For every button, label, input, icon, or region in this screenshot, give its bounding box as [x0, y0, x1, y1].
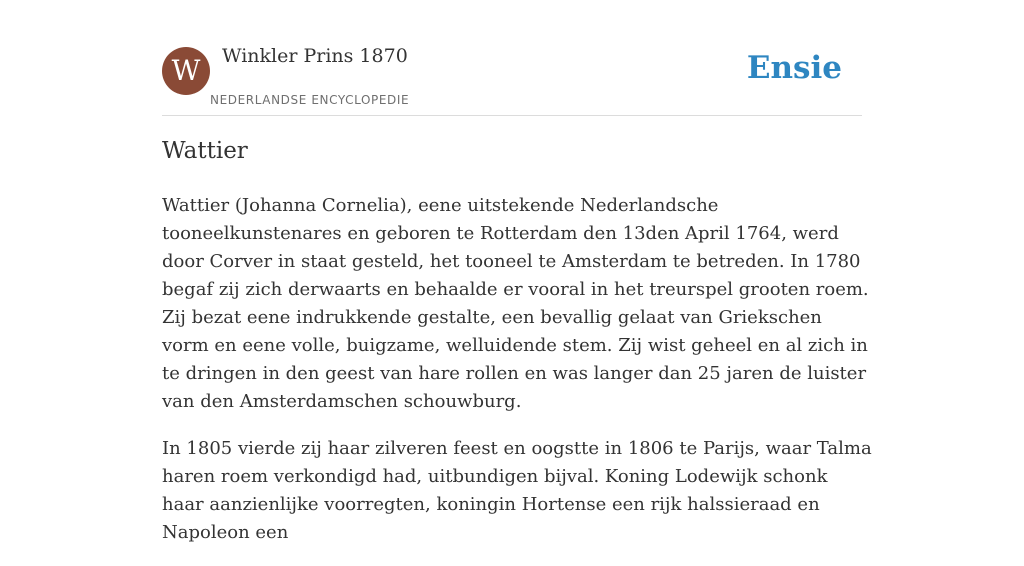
- source-title[interactable]: Winkler Prins 1870: [222, 45, 408, 67]
- page-header: [162, 0, 862, 116]
- source-avatar[interactable]: W: [162, 47, 210, 95]
- article-title: Wattier: [162, 138, 248, 164]
- article-paragraph: Wattier (Johanna Cornelia), eene uitstekende Nederlandsche tooneelkunstenares en geboren te Rotterdam den 13den April 1764, werd door Corver in staat gesteld, het tooneel te Amsterdam te betreden. In 1780 begaf zij zich derwaarts en behaalde er vooral in het treurspel grooten roem. Zij bezat eene indrukkende gestalte, een bevallig gelaat van Griekschen vorm en eene volle, buigzame, welluidende stem. Zij wist geheel en al zich in te dringen in den geest van hare rollen en was langer dan 25 jaren de luister van den Amsterdamschen schouwburg.: [162, 195, 869, 412]
- article-body: [162, 192, 874, 566]
- ensie-logo[interactable]: Ensie: [746, 50, 842, 86]
- source-subtitle: NEDERLANDSE ENCYCLOPEDIE: [210, 93, 410, 107]
- article-paragraph: In 1805 vierde zij haar zilveren feest en oogstte in 1806 te Parijs, waar Talma haren roem verkondigd had, uitbundigen bijval. Koning Lodewijk schonk haar aanzienlijke voorregten, koningin Hortense een rijk halssieraad en Napoleon een: [162, 438, 872, 543]
